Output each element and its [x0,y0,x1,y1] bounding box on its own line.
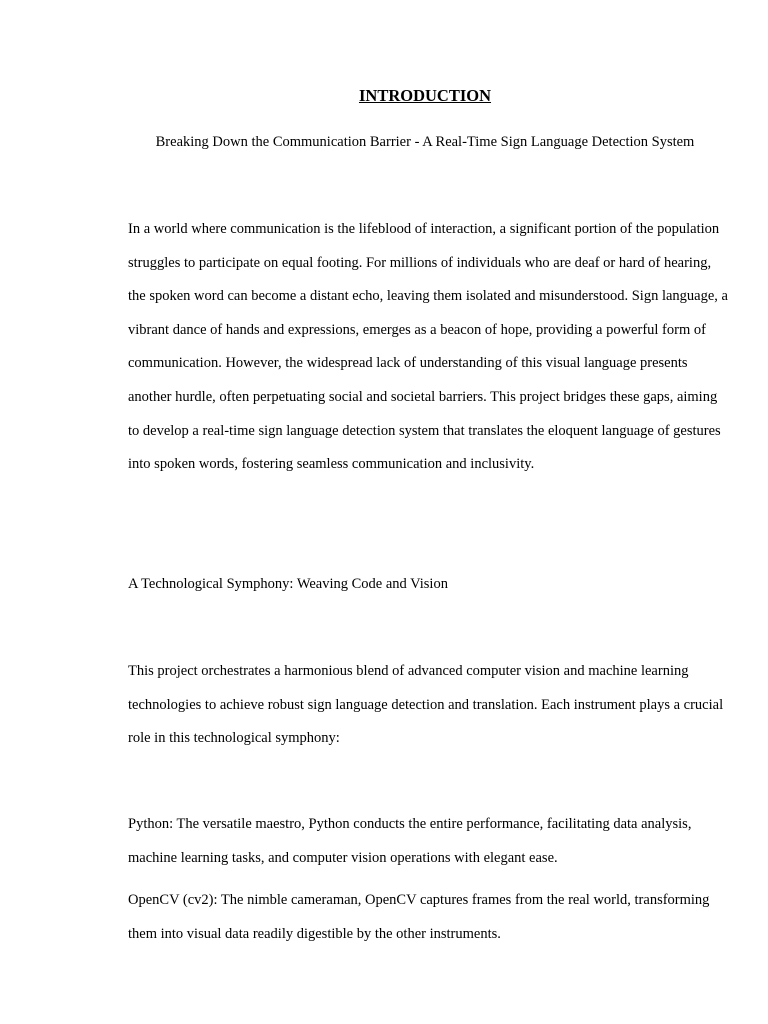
python-paragraph: Python: The versatile maestro, Python conducts the entire performance, facilitating data analysis, machine learning tasks, and computer vision operations with elegant ease. [128,816,692,866]
intro-paragraph: In a world where communication is the lifeblood of interaction, a significant portion of the population struggles to participate on equal footing. For millions of individuals who are deaf or hard of hearing, the spoken word can become a distant echo, leaving them isolated and misunderstood. Sign language, a vibrant dance of hands and expressions, emerges as a beacon of hope, providing a powerful form of communication. However, the widespread lack of understanding of this visual language presents another hurdle, often perpetuating social and societal barriers. This project bridges these gaps, aiming to develop a real-time sign language detection system that translates the eloquent language of gestures into spoken words, fostering seamless communication and inclusivity. [128,221,728,473]
section-heading: A Technological Symphony: Weaving Code and Vision [128,576,448,592]
page-subtitle: Breaking Down the Communication Barrier - A Real-Time Sign Language Detection System [155,134,695,150]
page-title: INTRODUCTION [358,86,492,105]
technology-paragraph: This project orchestrates a harmonious blend of advanced computer vision and machine learning technologies to achieve robust sign language detection and translation. Each instrument plays a crucial role in this technological symphony: [128,663,724,747]
opencv-paragraph: OpenCV (cv2): The nimble cameraman, OpenCV captures frames from the real world, transforming them into visual data readily digestible by the other instruments. [128,892,710,942]
